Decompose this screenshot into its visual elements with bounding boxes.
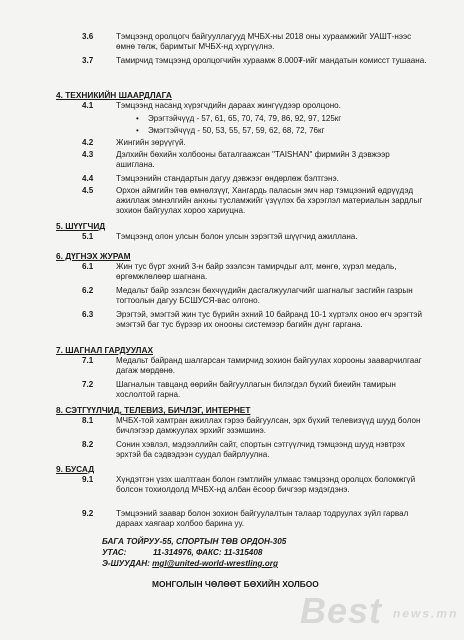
clause-5-1 [82,232,430,242]
section-heading-8: 8. СЭТГҮҮЛЧИД, ТЕЛЕВИЗ, БИЧЛЭГ, ИНТЕРНЕТ [56,405,251,415]
clause-text: Хүндэтгэн үзэх шалтгаан болон гэмтлийн улмаас тэмцээнд оролцох боломжгүй болсон тохиолдолд МЧБХ-нд албан ёсоор бичгээр мэдэгдэнэ. [116,475,416,494]
clause-4-3 [82,150,430,170]
clause-number: 4.2 [82,138,94,147]
email-label: Э-ШУУДАН: [102,559,150,568]
email-link[interactable]: mgl@united-world-wrestling.org [152,559,278,568]
clause-3-6 [82,32,430,52]
clause-number: 4.4 [82,174,94,183]
clause-number: 7.1 [82,356,94,365]
section-heading-9: 9. БУСАД [56,464,95,474]
clause-number: 5.1 [82,232,94,241]
clause-text: Жин тус бүрт эхний 3-н байр эзэлсэн тамирчдыг алт, мөнгө, хүрэл медаль, өргөмжлөлөөр шагнана. [116,262,397,281]
clause-text: Шагналын тавцанд өөрийн байгууллагын билэгдэл бүхий биеийн тамирын хослолтой гарна. [116,380,396,399]
clause-4-4 [82,174,430,184]
clause-number: 4.1 [82,101,94,110]
weight-list-men [136,114,341,123]
clause-4-5 [82,186,430,216]
section-heading-5: 5. ШҮҮГЧИД [56,221,106,231]
clause-text: Эрэгтэй, эмэгтэй жин тус бүрийн эхний 10 байранд 10-1 хүртэлх оноо өгч эрэгтэй эмэгтэй баг тус бүрээр их онооны системээр багийн дүнг гаргана. [116,310,423,329]
clause-number: 8.2 [82,440,94,449]
clause-text: Тамирчид тэмцээнд оролцогчийн хураамж 8.000₮-ийг мандатын комисст тушаана. [116,56,427,65]
bullet-icon: • [136,114,139,123]
clause-6-2 [82,286,430,306]
footer-phone [102,548,262,557]
clause-text: Сонин хэвлэл, мэдээллийн сайт, спортын сэтгүүлчид тэмцээнд шууд нэвтрэх эрхтэй ба сэдвэдээн суудал байрлуулна. [116,440,405,459]
clause-number: 3.6 [82,32,94,41]
clause-6-1 [82,262,430,282]
watermark-logo [300,590,458,632]
clause-text: Тэмцээнийн стандартын дагуу дэвжээг өндөрлөж бэлтгэнэ. [116,174,339,183]
clause-number: 6.3 [82,310,94,319]
weight-list-men-text: Эрэгтэйчүүд - 57, 61, 65, 70, 74, 79, 86, 92, 97, 125кг [148,114,342,123]
clause-text: Тэмцээнд насанд хүрэгчдийн дараах жингүүдээр оролцоно. [116,101,341,110]
clause-text: Медальт байр эзэлсэн бөхчүүдийн дасгалжуулагчийг шагналыг засгийн газрын тогтоолын дагуу БСШУСЯ-вас олгоно. [116,286,413,305]
watermark-sub: news.mn [393,606,459,621]
clause-text: Тэмцээний заавар болон зохион байгуулалтын талаар тодруулах зүйл гарвал дараах хаягаар холбоо барина уу. [116,509,409,528]
clause-number: 6.1 [82,262,94,271]
weight-list-women [136,126,324,135]
clause-number: 9.1 [82,475,94,484]
clause-text: Тэмцээнд олон улсын болон улсын зэрэгтэй шүүгчид ажиллана. [116,232,358,241]
clause-7-2 [82,380,430,400]
clause-text: Тэмцээнд оролцогч байгууллагууд МЧБХ-ны 2018 оны хураамжийг УАШТ-нээс өмнө төлж, баримтыг МЧБХ-нд хүргүүлнэ. [116,32,412,51]
clause-text: Жингийн зөрүүгүй. [116,138,186,147]
organization-name: МОНГОЛЫН ЧӨЛӨӨТ БӨХИЙН ХОЛБОО [152,579,319,589]
clause-9-1 [82,475,430,495]
clause-number: 7.2 [82,380,94,389]
clause-number: 9.2 [82,509,94,518]
section-heading-6: 6. ДҮГНЭХ ЖУРАМ [56,251,131,261]
clause-6-3 [82,310,430,330]
clause-4-1 [82,101,430,111]
clause-4-2 [82,138,430,148]
clause-text: МЧБХ-той хамтран ажиллах гэрээ байгуулсан, эрх бүхий телевизүүд шууд болон бичлэгээр дамжуулах эрхийг эзэмшинэ. [116,416,421,435]
phone-label: УТАС: [102,548,127,557]
clause-number: 6.2 [82,286,94,295]
clause-number: 4.3 [82,150,94,159]
section-heading-4: 4. ТЕХНИКИЙН ШААРДЛАГА [56,90,172,100]
clause-8-2 [82,440,430,460]
clause-3-7 [82,56,430,66]
clause-text: Дэлхийн бөхийн холбооны баталгаажсан "TAISHAN" фирмийн 3 дэвжээр ашиглана. [116,150,390,169]
clause-text: Медальт байранд шалгарсан тамирчид зохион байгуулах хорооны зааварчилгааг дагаж мөрдөнө. [116,356,422,375]
weight-list-women-text: Эмэгтэйчүүд - 50, 53, 55, 57, 59, 62, 68, 72, 76кг [148,126,325,135]
clause-number: 4.5 [82,186,94,195]
footer-address: БАГА ТОЙРУУ-55, СПОРТЫН ТӨВ ОРДОН-305 [102,537,287,546]
phone-value: 11-314976, ФАКС: 11-315408 [152,548,263,557]
watermark-main: Best [300,590,383,631]
clause-7-1 [82,356,430,376]
clause-number: 3.7 [82,56,94,65]
clause-number: 8.1 [82,416,94,425]
clause-8-1 [82,416,430,436]
bullet-icon: • [136,126,139,135]
clause-text: Орхон аймгийн төв өмнөлзүүг, Хангардь паласын эмч нар тэмцээний өдрүүдэд ажиллаж эмнэлгийн анхны тусламжийг үзүүлэх ба хэрэглэл материалын зардлыг зохион байгуулах хороо хариуцна. [116,186,423,215]
footer-email [102,559,278,568]
section-heading-7: 7. ШАГНАЛ ГАРДУУЛАХ [56,345,154,355]
clause-9-2 [82,509,430,529]
